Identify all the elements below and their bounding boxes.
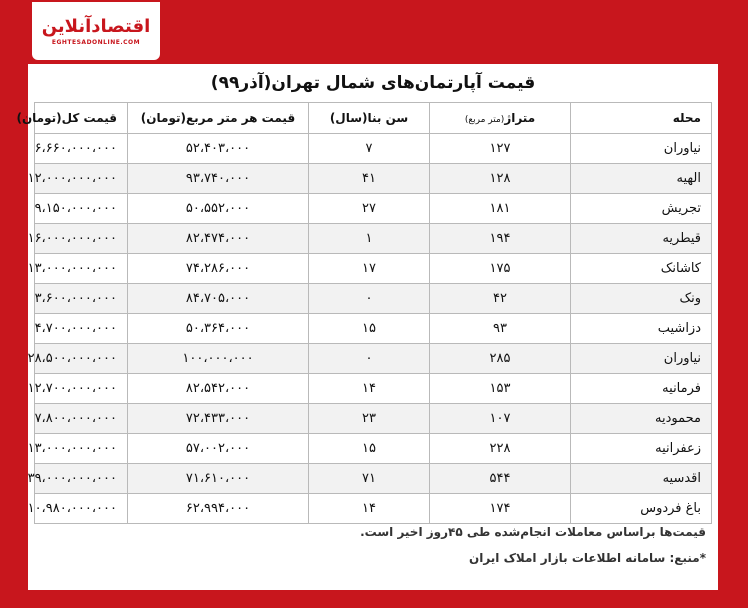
cell-neighborhood: ونک [571, 284, 712, 314]
cell-price-per-meter: ۹۳،۷۴۰،۰۰۰ [128, 164, 309, 194]
header-area-unit: (متر مربع) [464, 115, 505, 125]
table-row [35, 374, 712, 404]
footnote-period: قیمت‌ها براساس معاملات انجام‌شده طی ۴۵روز اخیر است. [360, 525, 706, 539]
cell-area: ۱۵۳ [430, 374, 571, 404]
cell-building-age: ۱۷ [309, 254, 430, 284]
table-row [35, 194, 712, 224]
logo-text: اقتصادآنلاین [41, 15, 151, 37]
logo-subtext: EGHTESADONLINE.COM [51, 38, 141, 46]
cell-area: ۵۴۴ [430, 464, 571, 494]
cell-neighborhood: تجریش [571, 194, 712, 224]
cell-neighborhood: کاشانک [571, 254, 712, 284]
page-title: قیمت آپارتمان‌های شمال تهران(آذر۹۹) [210, 73, 536, 93]
table-row [35, 464, 712, 494]
cell-neighborhood: زعفرانیه [571, 434, 712, 464]
cell-area: ۱۷۵ [430, 254, 571, 284]
cell-area: ۲۲۸ [430, 434, 571, 464]
cell-neighborhood: دزاشیب [571, 314, 712, 344]
cell-price-per-meter: ۷۴،۲۸۶،۰۰۰ [128, 254, 309, 284]
cell-total-price: ۱۰،۹۸۰،۰۰۰،۰۰۰ [35, 494, 128, 524]
table-row [35, 224, 712, 254]
cell-area: ۱۸۱ [430, 194, 571, 224]
cell-building-age: ۱۵ [309, 314, 430, 344]
cell-building-age: ۱ [309, 224, 430, 254]
header-area-label: متراژ [504, 111, 536, 125]
logo [32, 2, 160, 60]
footnote-source: *منبع: سامانه اطلاعات بازار املاک ایران [468, 551, 706, 565]
cell-building-age: ۰ [309, 284, 430, 314]
header-price-per-meter: قیمت هر متر مربع(تومان) [128, 103, 309, 134]
cell-neighborhood: قیطریه [571, 224, 712, 254]
cell-price-per-meter: ۸۲،۴۷۴،۰۰۰ [128, 224, 309, 254]
cell-area: ۱۰۷ [430, 404, 571, 434]
cell-neighborhood: باغ فردوس [571, 494, 712, 524]
cell-total-price: ۴،۷۰۰،۰۰۰،۰۰۰ [35, 314, 128, 344]
cell-building-age: ۷ [309, 134, 430, 164]
cell-area: ۱۲۸ [430, 164, 571, 194]
table-row [35, 254, 712, 284]
cell-price-per-meter: ۵۰،۳۶۴،۰۰۰ [128, 314, 309, 344]
cell-neighborhood: نیاوران [571, 134, 712, 164]
table-row [35, 314, 712, 344]
cell-total-price: ۱۲،۷۰۰،۰۰۰،۰۰۰ [35, 374, 128, 404]
price-table-panel [16, 64, 718, 590]
cell-neighborhood: اقدسیه [571, 464, 712, 494]
cell-total-price: ۹،۱۵۰،۰۰۰،۰۰۰ [35, 194, 128, 224]
cell-neighborhood: فرمانیه [571, 374, 712, 404]
header-name: محله [571, 103, 712, 134]
cell-total-price: ۶،۶۶۰،۰۰۰،۰۰۰ [35, 134, 128, 164]
cell-total-price: ۱۲،۰۰۰،۰۰۰،۰۰۰ [35, 164, 128, 194]
cell-building-age: ۱۵ [309, 434, 430, 464]
cell-area: ۱۷۴ [430, 494, 571, 524]
cell-price-per-meter: ۷۲،۴۳۳،۰۰۰ [128, 404, 309, 434]
table-row [35, 164, 712, 194]
cell-price-per-meter: ۵۰،۵۵۲،۰۰۰ [128, 194, 309, 224]
cell-building-age: ۱۴ [309, 374, 430, 404]
cell-price-per-meter: ۵۲،۴۰۳،۰۰۰ [128, 134, 309, 164]
cell-price-per-meter: ۸۴،۷۰۵،۰۰۰ [128, 284, 309, 314]
cell-neighborhood: محمودیه [571, 404, 712, 434]
cell-building-age: ۲۷ [309, 194, 430, 224]
header-total-price: قیمت کل(تومان) [35, 103, 128, 134]
table-row [35, 134, 712, 164]
cell-total-price: ۱۶،۰۰۰،۰۰۰،۰۰۰ [35, 224, 128, 254]
cell-total-price: ۱۳،۰۰۰،۰۰۰،۰۰۰ [35, 254, 128, 284]
cell-area: ۲۸۵ [430, 344, 571, 374]
header-area [430, 103, 571, 134]
cell-building-age: ۷۱ [309, 464, 430, 494]
table-row [35, 344, 712, 374]
cell-total-price: ۱۳،۰۰۰،۰۰۰،۰۰۰ [35, 434, 128, 464]
cell-price-per-meter: ۵۷،۰۰۲،۰۰۰ [128, 434, 309, 464]
table-row [35, 434, 712, 464]
cell-price-per-meter: ۶۲،۹۹۴،۰۰۰ [128, 494, 309, 524]
table-row [35, 404, 712, 434]
cell-total-price: ۲۸،۵۰۰،۰۰۰،۰۰۰ [35, 344, 128, 374]
cell-building-age: ۰ [309, 344, 430, 374]
cell-neighborhood: نیاوران [571, 344, 712, 374]
cell-total-price: ۳،۶۰۰،۰۰۰،۰۰۰ [35, 284, 128, 314]
cell-neighborhood: الهیه [571, 164, 712, 194]
footnotes [360, 519, 706, 571]
price-table [16, 102, 712, 524]
cell-total-price: ۳۹،۰۰۰،۰۰۰،۰۰۰ [35, 464, 128, 494]
cell-area: ۹۳ [430, 314, 571, 344]
cell-price-per-meter: ۸۲،۵۴۲،۰۰۰ [128, 374, 309, 404]
cell-area: ۱۹۴ [430, 224, 571, 254]
cell-price-per-meter: ۷۱،۶۱۰،۰۰۰ [128, 464, 309, 494]
cell-area: ۴۲ [430, 284, 571, 314]
cell-price-per-meter: ۱۰۰،۰۰۰،۰۰۰ [128, 344, 309, 374]
cell-total-price: ۷،۸۰۰،۰۰۰،۰۰۰ [35, 404, 128, 434]
cell-building-age: ۲۳ [309, 404, 430, 434]
cell-building-age: ۴۱ [309, 164, 430, 194]
header-age: سن بنا(سال) [309, 103, 430, 134]
table-row [35, 284, 712, 314]
cell-building-age: ۱۴ [309, 494, 430, 524]
table-header-row [35, 103, 712, 134]
cell-area: ۱۲۷ [430, 134, 571, 164]
